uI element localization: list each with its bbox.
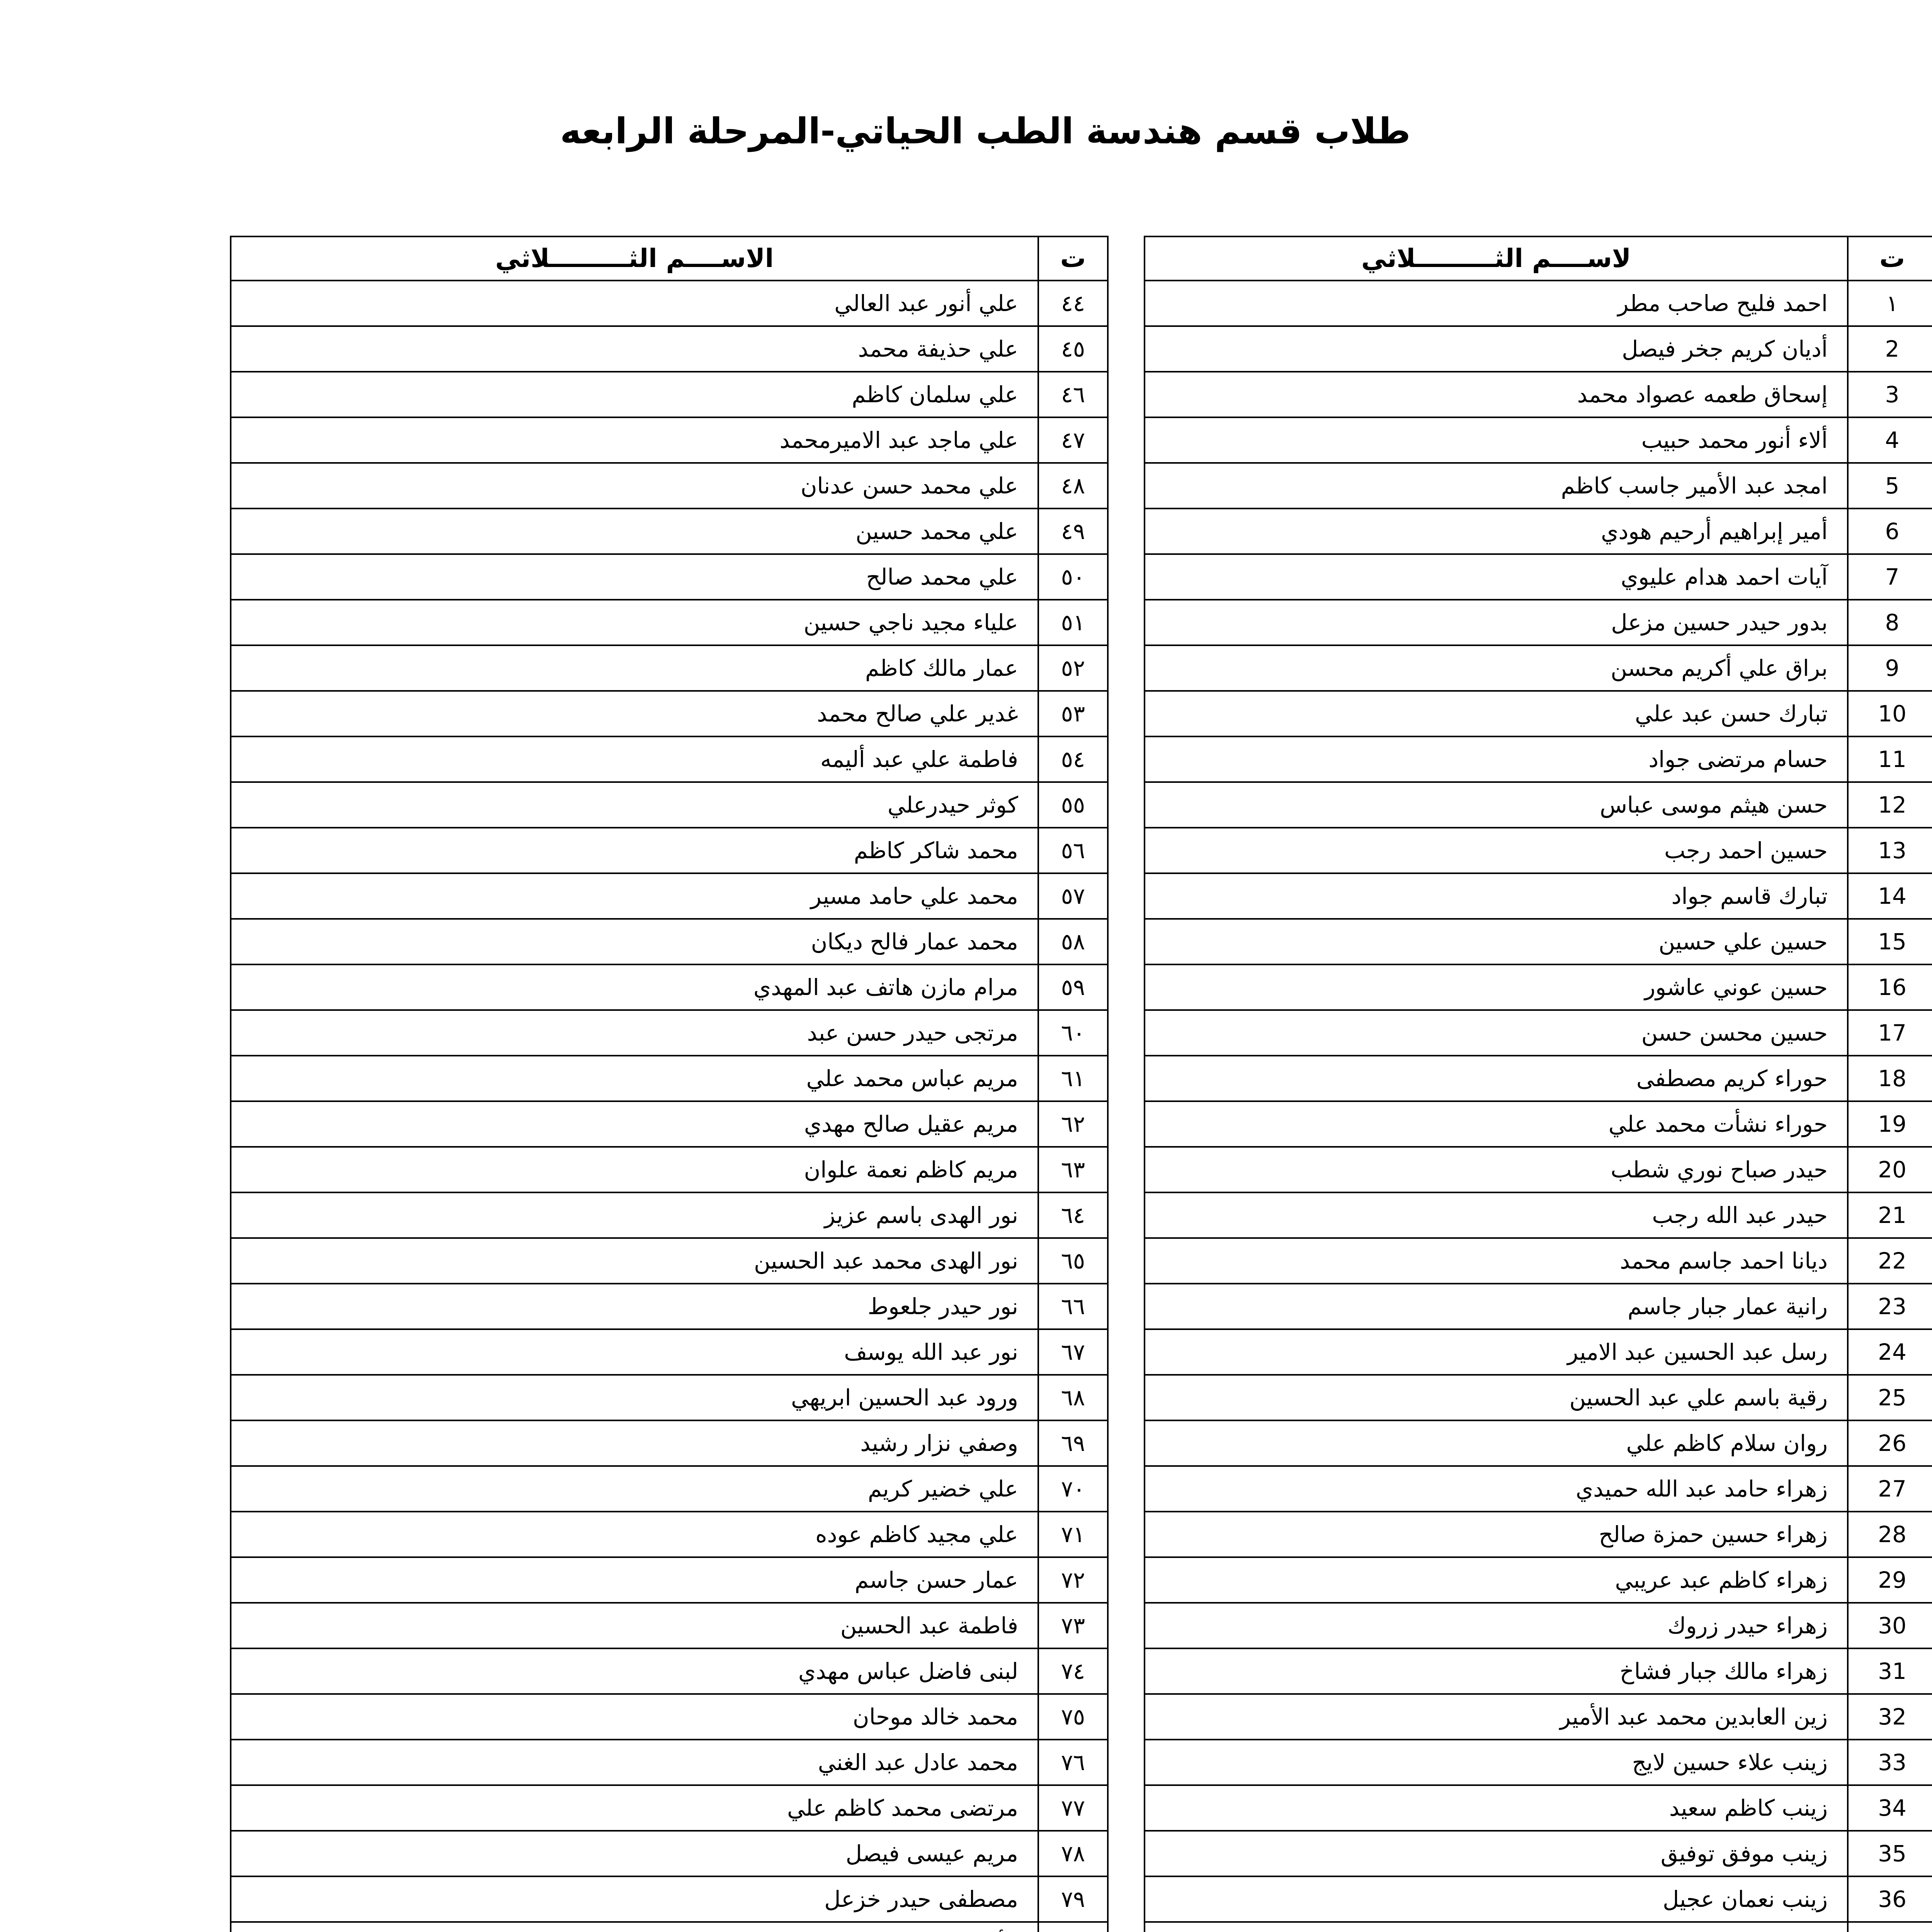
row-number: ٧٦ <box>1038 1740 1108 1785</box>
table-row <box>231 873 1108 919</box>
row-number: ٦٨ <box>1038 1375 1108 1420</box>
row-number: 30 <box>1848 1603 1932 1648</box>
table-row <box>231 1238 1108 1284</box>
student-name: حسن هيثم موسى عباس <box>1145 782 1848 828</box>
row-number: ٦٤ <box>1038 1192 1108 1238</box>
row-number: ٦٩ <box>1038 1420 1108 1466</box>
table-row <box>1145 1329 1932 1375</box>
row-number: 24 <box>1848 1329 1932 1375</box>
student-name: نور الهدى باسم عزيز <box>231 1192 1038 1238</box>
student-name: نور الهدى محمد عبد الحسين <box>231 1238 1038 1284</box>
student-name: ديانا احمد جاسم محمد <box>1145 1238 1848 1284</box>
student-table-right <box>1144 236 1932 1932</box>
table-header-row <box>231 236 1108 281</box>
table-row <box>1145 326 1932 372</box>
table-row <box>1145 1056 1932 1101</box>
row-number: ٥١ <box>1038 600 1108 645</box>
student-name: إسحاق طعمه عصواد محمد <box>1145 372 1848 417</box>
row-number: ٤٥ <box>1038 326 1108 372</box>
row-number: ٧١ <box>1038 1512 1108 1557</box>
table-row <box>231 828 1108 873</box>
student-name: مريم عقيل صالح مهدي <box>231 1101 1038 1147</box>
student-name: مرتضى محمد كاظم علي <box>231 1785 1038 1831</box>
table-row <box>231 1694 1108 1740</box>
student-name <box>1145 1922 1848 1932</box>
table-row <box>1145 1238 1932 1284</box>
student-name: حسام مرتضى جواد <box>1145 736 1848 782</box>
student-name: وصفي نزار رشيد <box>231 1420 1038 1466</box>
table-row <box>231 964 1108 1010</box>
student-name: تبارك حسن عبد علي <box>1145 691 1848 736</box>
table-row <box>231 1876 1108 1922</box>
student-name: علي سلمان كاظم <box>231 372 1038 417</box>
row-number: ٧٢ <box>1038 1557 1108 1603</box>
page-title: طلاب قسم هندسة الطب الحياتي-المرحلة الرابعه <box>560 111 1411 152</box>
row-number: ٦٥ <box>1038 1238 1108 1284</box>
student-name: مريم كاظم نعمة علوان <box>231 1147 1038 1192</box>
table-row <box>231 691 1108 736</box>
student-name: ورود عبد الحسين ابريهي <box>231 1375 1038 1420</box>
table-row <box>231 1375 1108 1420</box>
row-number: ٤٩ <box>1038 509 1108 554</box>
table-row <box>231 1192 1108 1238</box>
student-name: امجد عبد الأمير جاسب كاظم <box>1145 463 1848 509</box>
row-number: ٥٢ <box>1038 645 1108 691</box>
table-body <box>231 281 1108 1932</box>
table-row <box>1145 417 1932 463</box>
student-name: محمد خالد موحان <box>231 1694 1038 1740</box>
table-row <box>231 1101 1108 1147</box>
table-row <box>231 1056 1108 1101</box>
row-number: 19 <box>1848 1101 1932 1147</box>
row-number: ٤٦ <box>1038 372 1108 417</box>
student-name: مريم عباس محمد علي <box>231 1056 1038 1101</box>
table-row <box>1145 1010 1932 1056</box>
table-row <box>1145 1740 1932 1785</box>
column-header-number: ت <box>1848 236 1932 281</box>
table-row <box>231 509 1108 554</box>
table-row <box>1145 1147 1932 1192</box>
student-name: مرتجى حيدر حسن عبد <box>231 1010 1038 1056</box>
row-number: ٧٠ <box>1038 1466 1108 1512</box>
student-name: غدير علي صالح محمد <box>231 691 1038 736</box>
column-header-full-name: لاســــم الثـــــــــلاثي <box>1145 236 1848 281</box>
table-row <box>231 554 1108 600</box>
student-name: نور حيدر جلعوط <box>231 1284 1038 1329</box>
table-row <box>1145 1375 1932 1420</box>
table-row <box>1145 1785 1932 1831</box>
student-name: فاطمة عبد الحسين <box>231 1603 1038 1648</box>
student-name: محمد شاكر كاظم <box>231 828 1038 873</box>
row-number: 32 <box>1848 1694 1932 1740</box>
table-row <box>231 782 1108 828</box>
table-row <box>231 600 1108 645</box>
student-name: علي أنور عبد العالي <box>231 281 1038 326</box>
table-row <box>231 919 1108 964</box>
row-number: 3 <box>1848 372 1932 417</box>
row-number: 23 <box>1848 1284 1932 1329</box>
table-row <box>231 1329 1108 1375</box>
student-name: عمار حسن جاسم <box>231 1557 1038 1603</box>
row-number: 26 <box>1848 1420 1932 1466</box>
column-header-full-name: الاســــم الثـــــــــلاثي <box>231 236 1038 281</box>
table-row <box>1145 873 1932 919</box>
row-number: ٥٤ <box>1038 736 1108 782</box>
row-number: 36 <box>1848 1876 1932 1922</box>
row-number: 7 <box>1848 554 1932 600</box>
table-row <box>1145 1557 1932 1603</box>
row-number: 12 <box>1848 782 1932 828</box>
row-number: 29 <box>1848 1557 1932 1603</box>
row-number: ٦١ <box>1038 1056 1108 1101</box>
student-name: حسين محسن حسن <box>1145 1010 1848 1056</box>
student-name: زينب علاء حسين لايج <box>1145 1740 1848 1785</box>
student-name: علي مجيد كاظم عوده <box>231 1512 1038 1557</box>
row-number: ٤٤ <box>1038 281 1108 326</box>
table-row <box>1145 1648 1932 1694</box>
table-row <box>231 736 1108 782</box>
student-name: مريم عيسى فيصل <box>231 1831 1038 1876</box>
student-name: زين العابدين محمد عبد الأمير <box>1145 1694 1848 1740</box>
table-row <box>1145 1466 1932 1512</box>
student-name: براق علي أكريم محسن <box>1145 645 1848 691</box>
row-number: ٤٨ <box>1038 463 1108 509</box>
table-row <box>231 372 1108 417</box>
table-row <box>231 1740 1108 1785</box>
table-row <box>1145 964 1932 1010</box>
table-row <box>231 1466 1108 1512</box>
table-row <box>1145 600 1932 645</box>
student-name: رانية عمار جبار جاسم <box>1145 1284 1848 1329</box>
row-number: ١ <box>1848 281 1932 326</box>
student-name: محمد عمار فالح ديكان <box>231 919 1038 964</box>
row-number: ٥٩ <box>1038 964 1108 1010</box>
table-row <box>1145 1284 1932 1329</box>
row-number: 5 <box>1848 463 1932 509</box>
table-row <box>231 281 1108 326</box>
row-number: 20 <box>1848 1147 1932 1192</box>
table-row <box>231 1512 1108 1557</box>
student-name: فاطمة علي عبد أليمه <box>231 736 1038 782</box>
table-row <box>231 1648 1108 1694</box>
row-number: ٧٣ <box>1038 1603 1108 1648</box>
row-number: ٥٨ <box>1038 919 1108 964</box>
student-name: محمد علي حامد مسير <box>231 873 1038 919</box>
student-name: أديان كريم جخر فيصل <box>1145 326 1848 372</box>
table-header-row <box>1145 236 1932 281</box>
column-header-number: ت <box>1038 236 1108 281</box>
row-number: 6 <box>1848 509 1932 554</box>
student-name: زهراء مالك جبار فشاخ <box>1145 1648 1848 1694</box>
row-number: ٦٧ <box>1038 1329 1108 1375</box>
row-number: 9 <box>1848 645 1932 691</box>
table-row <box>1145 509 1932 554</box>
student-name: كوثر حيدرعلي <box>231 782 1038 828</box>
table-row <box>231 463 1108 509</box>
student-name: أمير إبراهيم أرحيم هودي <box>1145 509 1848 554</box>
student-name: علي خضير كريم <box>231 1466 1038 1512</box>
row-number: ٦٣ <box>1038 1147 1108 1192</box>
row-number: 25 <box>1848 1375 1932 1420</box>
table-row <box>1145 1192 1932 1238</box>
student-name: زهراء حيدر زروك <box>1145 1603 1848 1648</box>
row-number: ٧٤ <box>1038 1648 1108 1694</box>
row-number: 8 <box>1848 600 1932 645</box>
row-number: 21 <box>1848 1192 1932 1238</box>
row-number: 14 <box>1848 873 1932 919</box>
row-number <box>1038 1922 1108 1932</box>
row-number: 31 <box>1848 1648 1932 1694</box>
student-name: حوراء نشأت محمد علي <box>1145 1101 1848 1147</box>
student-name: علي محمد حسن عدنان <box>231 463 1038 509</box>
row-number: ٦٢ <box>1038 1101 1108 1147</box>
student-name: علي محمد حسين <box>231 509 1038 554</box>
table-row <box>1145 828 1932 873</box>
row-number: 35 <box>1848 1831 1932 1876</box>
student-name: حسين احمد رجب <box>1145 828 1848 873</box>
table-row <box>1145 1420 1932 1466</box>
row-number: ٥٣ <box>1038 691 1108 736</box>
table-row <box>1145 919 1932 964</box>
student-name: زينب كاظم سعيد <box>1145 1785 1848 1831</box>
row-number: ٥٠ <box>1038 554 1108 600</box>
student-name: عمار مالك كاظم <box>231 645 1038 691</box>
row-number: ٧٥ <box>1038 1694 1108 1740</box>
table-row <box>1145 281 1932 326</box>
table-row <box>1145 1512 1932 1557</box>
row-number: 22 <box>1848 1238 1932 1284</box>
table-row <box>1145 463 1932 509</box>
table-row <box>1145 1922 1932 1932</box>
row-number: 16 <box>1848 964 1932 1010</box>
table-row <box>1145 645 1932 691</box>
table-row <box>231 645 1108 691</box>
student-name: علياء مجيد ناجي حسين <box>231 600 1038 645</box>
student-name: علي محمد صالح <box>231 554 1038 600</box>
student-name: آيات احمد هدام عليوي <box>1145 554 1848 600</box>
student-name: بدور حيدر حسين مزعل <box>1145 600 1848 645</box>
row-number: ٥٦ <box>1038 828 1108 873</box>
student-name: ألاء أنور محمد حبيب <box>1145 417 1848 463</box>
table-row <box>231 1010 1108 1056</box>
table-row <box>1145 1694 1932 1740</box>
table-row <box>1145 1603 1932 1648</box>
row-number: 10 <box>1848 691 1932 736</box>
student-name: حسين علي حسين <box>1145 919 1848 964</box>
student-name: زينب موفق توفيق <box>1145 1831 1848 1876</box>
table-row <box>1145 372 1932 417</box>
student-name: علي حذيفة محمد <box>231 326 1038 372</box>
student-name: حوراء كريم مصطفى <box>1145 1056 1848 1101</box>
table-row <box>1145 1101 1932 1147</box>
table-row <box>231 1831 1108 1876</box>
student-name: محمد عادل عبد الغني <box>231 1740 1038 1785</box>
student-name: علي ماجد عبد الاميرمحمد <box>231 417 1038 463</box>
student-name: رقية باسم علي عبد الحسين <box>1145 1375 1848 1420</box>
row-number: 17 <box>1848 1010 1932 1056</box>
row-number: ٧٧ <box>1038 1785 1108 1831</box>
table-row <box>231 417 1108 463</box>
table-row <box>1145 1831 1932 1876</box>
student-name: مرام مازن هاتف عبد المهدي <box>231 964 1038 1010</box>
table-row <box>1145 554 1932 600</box>
table-row <box>1145 1876 1932 1922</box>
student-name: حيدر صباح نوري شطب <box>1145 1147 1848 1192</box>
student-name: زهراء حسين حمزة صالح <box>1145 1512 1848 1557</box>
row-number: 15 <box>1848 919 1932 964</box>
student-name: لبنى فاضل عباس مهدي <box>231 1648 1038 1694</box>
table-row <box>231 1147 1108 1192</box>
table-row <box>231 1785 1108 1831</box>
row-number: ٥٥ <box>1038 782 1108 828</box>
student-name: رسل عبد الحسين عبد الامير <box>1145 1329 1848 1375</box>
row-number: 2 <box>1848 326 1932 372</box>
table-row <box>1145 736 1932 782</box>
table-row <box>231 1922 1108 1932</box>
table-row <box>1145 782 1932 828</box>
row-number <box>1848 1922 1932 1932</box>
row-number: 11 <box>1848 736 1932 782</box>
student-name: زهراء كاظم عبد عريبي <box>1145 1557 1848 1603</box>
table-row <box>231 1557 1108 1603</box>
row-number: 34 <box>1848 1785 1932 1831</box>
row-number: ٦٦ <box>1038 1284 1108 1329</box>
row-number: ٧٨ <box>1038 1831 1108 1876</box>
student-name: نور عبد الله يوسف <box>231 1329 1038 1375</box>
table-row <box>231 1603 1108 1648</box>
student-name: روان سلام كاظم علي <box>1145 1420 1848 1466</box>
student-name: حسين عوني عاشور <box>1145 964 1848 1010</box>
student-table-left <box>230 236 1109 1932</box>
row-number: 27 <box>1848 1466 1932 1512</box>
row-number: 28 <box>1848 1512 1932 1557</box>
student-name: حيدر عبد الله رجب <box>1145 1192 1848 1238</box>
row-number: 33 <box>1848 1740 1932 1785</box>
table-row <box>231 1420 1108 1466</box>
student-name: احمد فليح صاحب مطر <box>1145 281 1848 326</box>
row-number: ٧٩ <box>1038 1876 1108 1922</box>
table-body <box>1145 281 1932 1932</box>
row-number: ٤٧ <box>1038 417 1108 463</box>
row-number: 13 <box>1848 828 1932 873</box>
row-number: ٥٧ <box>1038 873 1108 919</box>
row-number: 18 <box>1848 1056 1932 1101</box>
student-name: زهراء حامد عبد الله حميدي <box>1145 1466 1848 1512</box>
student-name: تبارك قاسم جواد <box>1145 873 1848 919</box>
student-name: زينب نعمان عجيل <box>1145 1876 1848 1922</box>
table-row <box>231 1284 1108 1329</box>
row-number: ٦٠ <box>1038 1010 1108 1056</box>
student-name <box>231 1922 1038 1932</box>
table-row <box>1145 691 1932 736</box>
row-number: 4 <box>1848 417 1932 463</box>
table-row <box>231 326 1108 372</box>
student-name: مصطفى حيدر خزعل <box>231 1876 1038 1922</box>
